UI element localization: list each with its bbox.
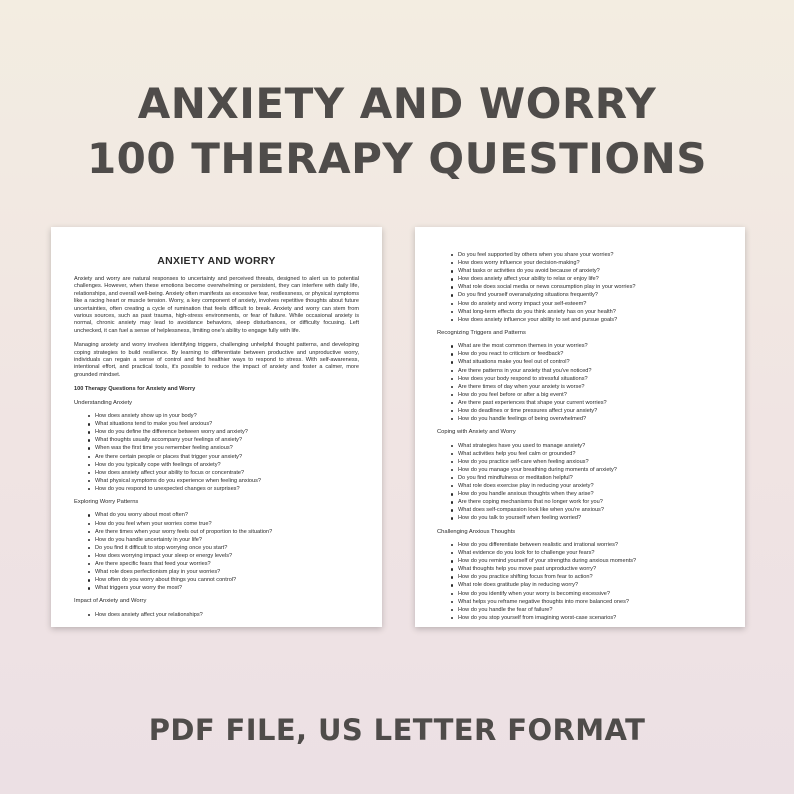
question-item: How does anxiety show up in your body? <box>95 412 359 420</box>
format-caption: PDF FILE, US LETTER FORMAT <box>148 713 646 747</box>
question-item: How does anxiety influence your ability to set and pursue goals? <box>458 316 723 324</box>
headline-line-1: ANXIETY AND WORRY <box>137 79 657 128</box>
question-item: How do you remind yourself of your strengths during anxious moments? <box>458 557 723 565</box>
section-title-coping-with-anxiety: Coping with Anxiety and Worry <box>437 429 516 436</box>
section-title-exploring-worry-patterns: Exploring Worry Patterns <box>74 499 139 506</box>
question-item: Do you feel supported by others when you share your worries? <box>458 251 723 259</box>
question-item: Are there coping mechanisms that no longer work for you? <box>458 498 723 506</box>
question-item: Do you find yourself overanalyzing situations frequently? <box>458 291 723 299</box>
question-item: What do you worry about most often? <box>95 511 359 519</box>
question-item: How do you typically cope with feelings of anxiety? <box>95 461 359 469</box>
question-item: What physical symptoms do you experience when feeling anxious? <box>95 477 359 485</box>
section-title-recognizing-triggers: Recognizing Triggers and Patterns <box>437 329 526 336</box>
question-item: What role does exercise play in reducing your anxiety? <box>458 482 723 490</box>
question-item: How do anxiety and worry impact your self-esteem? <box>458 300 723 308</box>
question-item: How do you handle anxious thoughts when they arise? <box>458 490 723 498</box>
question-list-exploring-worry-patterns <box>74 511 359 592</box>
intro-paragraph-1: Anxiety and worry are natural responses to uncertainty and perceived threats, designed to alert us to potential challenges. However, when these emotions become overwhelming or persistent, they can interfere with daily life, relationships, and overall well-being. Anxiety often manifests as excessive fear, restlessness, or physical symptoms like a racing heart or muscle tension. Worry, a key component of anxiety, involves repetitive thoughts about future uncertainties, often creating a cycle of rumination that feels difficult to break. Anxiety and worry can stem from various sources, such as past trauma, high-stress environments, or fear of failure. While occasional anxiety is normal, chronic anxiety may lead to avoidance behaviors, sleep disturbances, or difficulty focusing. Left unchecked, it can fuel a sense of helplessness, limiting one's ability to engage fully with life. <box>74 276 359 334</box>
question-item: How do you talk to yourself when feeling worried? <box>458 514 723 522</box>
question-item: How does worrying impact your sleep or energy levels? <box>95 552 359 560</box>
question-item: How do you practice shifting focus from fear to action? <box>458 573 723 581</box>
question-item: Are there times when your worry feels out of proportion to the situation? <box>95 528 359 536</box>
document-title: ANXIETY AND WORRY <box>157 255 276 267</box>
question-item: Are there certain people or places that trigger your anxiety? <box>95 453 359 461</box>
questions-heading: 100 Therapy Questions for Anxiety and Worry <box>74 386 196 393</box>
section-title-understanding-anxiety: Understanding Anxiety <box>74 399 133 406</box>
question-item: How do you respond to unexpected changes or surprises? <box>95 485 359 493</box>
question-item: How do you identify when your worry is becoming excessive? <box>458 590 723 598</box>
question-item: Do you find mindfulness or meditation helpful? <box>458 474 723 482</box>
question-item: What long-term effects do you think anxiety has on your health? <box>458 308 723 316</box>
headline-line-2: 100 THERAPY QUESTIONS <box>86 134 708 183</box>
question-item: How does worry influence your decision-making? <box>458 259 723 267</box>
question-item: How do you react to criticism or feedback? <box>458 350 723 358</box>
question-item: How do you manage your breathing during moments of anxiety? <box>458 466 723 474</box>
question-item: Are there past experiences that shape your current worries? <box>458 399 723 407</box>
question-item: How do you practice self-care when feeling anxious? <box>458 458 723 466</box>
intro-paragraph-2: Managing anxiety and worry involves identifying triggers, challenging unhelpful thought patterns, and developing coping strategies to build resilience. By learning to differentiate between productive and unproductive worry, individuals can regain a sense of control and find healthier ways to respond to stress. With self-awareness, intentional effort, and practical tools, it's possible to reduce the impact of anxiety and foster a calmer, more grounded mindset. <box>74 342 359 378</box>
question-item: What situations tend to make you feel anxious? <box>95 420 359 428</box>
question-item: What role does gratitude play in reducing worry? <box>458 581 723 589</box>
question-item: What activities help you feel calm or grounded? <box>458 450 723 458</box>
question-item: What role does social media or news consumption play in your worries? <box>458 283 723 291</box>
question-item: What tasks or activities do you avoid because of anxiety? <box>458 267 723 275</box>
question-item: How does anxiety affect your ability to focus or concentrate? <box>95 469 359 477</box>
section-title-challenging-thoughts: Challenging Anxious Thoughts <box>437 528 516 535</box>
question-item: How do you feel when your worries come true? <box>95 520 359 528</box>
question-item: What does self-compassion look like when you're anxious? <box>458 506 723 514</box>
document-page-right <box>415 227 745 627</box>
question-item: What role does perfectionism play in your worries? <box>95 568 359 576</box>
question-item: How do deadlines or time pressures affect your anxiety? <box>458 407 723 415</box>
question-item: What thoughts usually accompany your feelings of anxiety? <box>95 436 359 444</box>
question-list-impact-of-anxiety <box>74 611 359 619</box>
question-item: What triggers your worry the most? <box>95 584 359 592</box>
question-item: What strategies have you used to manage anxiety? <box>458 442 723 450</box>
question-item: How does anxiety affect your relationships? <box>95 611 359 619</box>
question-item: How do you feel before or after a big event? <box>458 391 723 399</box>
question-item: What thoughts help you move past unproductive worry? <box>458 565 723 573</box>
question-list-recognizing-triggers <box>437 342 723 423</box>
question-item: How does your body respond to stressful situations? <box>458 375 723 383</box>
question-item: What are the most common themes in your worries? <box>458 342 723 350</box>
question-item: Are there specific fears that feed your worries? <box>95 560 359 568</box>
question-item: Do you find it difficult to stop worrying once you start? <box>95 544 359 552</box>
question-list-coping-with-anxiety <box>437 442 723 523</box>
question-item: What helps you reframe negative thoughts into more balanced ones? <box>458 598 723 606</box>
question-list-impact-continued <box>437 251 723 324</box>
question-item: Are there patterns in your anxiety that you've noticed? <box>458 367 723 375</box>
question-item: How do you handle the fear of failure? <box>458 606 723 614</box>
question-list-challenging-thoughts <box>437 541 723 622</box>
product-headline <box>0 76 794 186</box>
question-item: How do you stop yourself from imagining worst-case scenarios? <box>458 614 723 622</box>
section-title-impact-of-anxiety: Impact of Anxiety and Worry <box>74 598 147 605</box>
question-item: How often do you worry about things you cannot control? <box>95 576 359 584</box>
document-page-left <box>51 227 382 627</box>
question-item: How does anxiety affect your ability to relax or enjoy life? <box>458 275 723 283</box>
question-item: What evidence do you look for to challenge your fears? <box>458 549 723 557</box>
question-list-understanding-anxiety <box>74 412 359 493</box>
question-item: How do you define the difference between worry and anxiety? <box>95 428 359 436</box>
question-item: Are there times of day when your anxiety is worse? <box>458 383 723 391</box>
question-item: How do you differentiate between realistic and irrational worries? <box>458 541 723 549</box>
question-item: When was the first time you remember feeling anxious? <box>95 444 359 452</box>
question-item: What situations make you feel out of control? <box>458 358 723 366</box>
question-item: How do you handle feelings of being overwhelmed? <box>458 415 723 423</box>
question-item: How do you handle uncertainty in your life? <box>95 536 359 544</box>
